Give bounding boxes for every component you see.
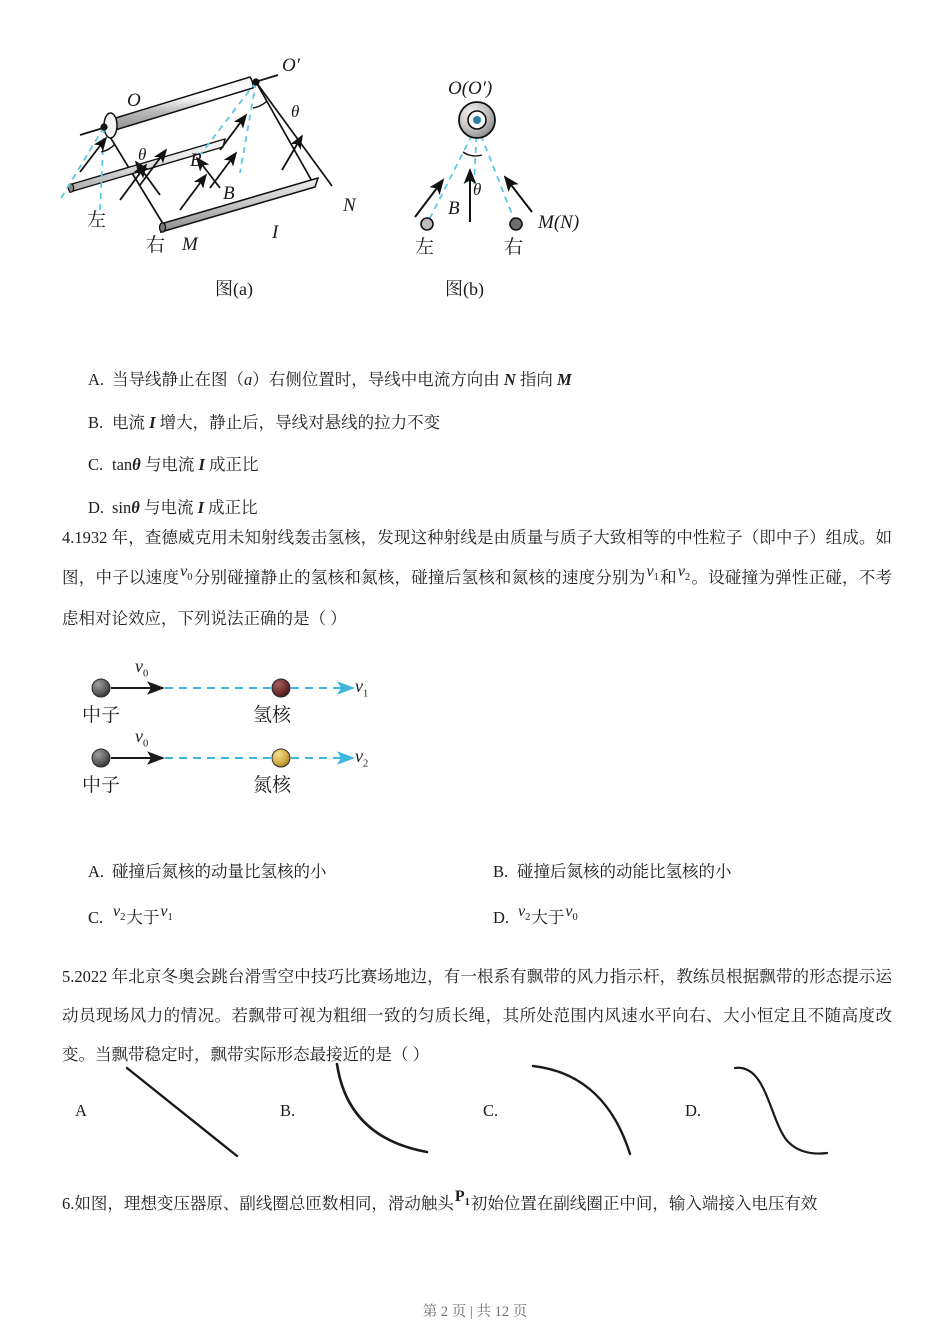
option-c-var-I: I	[198, 455, 205, 475]
nitrogen-nucleus-ball	[272, 749, 290, 767]
neutron-ball-row2	[92, 749, 110, 767]
q4-option-d-var2: $v_0$	[565, 903, 578, 924]
question4-option-c[interactable]	[88, 904, 493, 930]
figure-label-v0-row2: $v_0$	[135, 726, 149, 750]
q4-option-b-text: 碰撞后氮核的动能比氢核的小	[517, 862, 732, 881]
angle-arc-right	[253, 101, 267, 108]
label-theta-left: θ	[138, 145, 147, 164]
pivot-end-on	[459, 102, 495, 138]
question4-option-a[interactable]	[88, 858, 493, 882]
question5-options-list	[75, 1056, 905, 1181]
caption-figure-b: 图(b)	[445, 279, 484, 299]
rail-rod-right	[265, 80, 335, 187]
pivot-point-O-prime	[252, 78, 259, 85]
question5-number: 5.	[62, 967, 75, 986]
question6-text-part2: 初始位置在副线圈正中间，输入端接入电压有效	[470, 1194, 818, 1213]
question5-text: 2022 年北京冬奥会跳台滑雪空中技巧比赛场地边，有一根系有飘带的风力指示杆，教练员根据飘带的形态提示运动员现场风力的情况。若飘带可视为粗细一致的匀质长绳，其所处范围内风速水平向右、大小恒定且不随高度改变。当飘带稳定时，飘带实际形态最接近的是（ ）	[62, 967, 892, 1064]
question3-option-b[interactable]	[88, 410, 888, 436]
figure-label-v1: $v_1$	[355, 676, 369, 700]
question4-symbol-v2: $v_2$	[677, 563, 691, 584]
option-d-var-theta: θ	[131, 497, 140, 517]
page-number-text: 第 2 页 | 共 12 页	[422, 1304, 528, 1320]
option-letter-d: D.	[88, 497, 105, 517]
figure-label-neutron-row1: 中子	[82, 705, 121, 726]
label-right-position-b: 右	[504, 237, 524, 258]
figure-label-neutron-row2: 中子	[82, 775, 121, 796]
label-theta-right: θ	[291, 102, 300, 121]
figure-a-diagram	[60, 40, 460, 290]
question4-option-d[interactable]	[493, 904, 898, 930]
question5-option-d[interactable]	[685, 1056, 885, 1176]
question6-stem	[62, 1188, 892, 1221]
question4-symbol-v0: $v_0$	[180, 563, 193, 584]
option-a-var-N: N	[503, 370, 516, 389]
question4-symbol-v1: $v_1$	[646, 563, 659, 584]
question4-text-and: 和	[659, 568, 677, 588]
rod-to-N	[256, 82, 332, 186]
option-letter-c: C.	[88, 455, 104, 475]
option-b-text-pre: 电流	[112, 412, 150, 432]
curve-shape-concave-decreasing	[302, 1056, 482, 1176]
curve-shape-s-curve	[707, 1056, 887, 1176]
caption-figure-a: 图(a)	[215, 279, 253, 299]
q4-option-letter-c: C.	[88, 908, 104, 927]
label-B-upper: B	[190, 150, 202, 171]
figure-label-v0-row1: $v_0$	[135, 656, 149, 680]
question5-option-b[interactable]	[280, 1056, 480, 1176]
question5-option-a[interactable]	[75, 1056, 275, 1176]
option-c-text-pre: tan	[112, 455, 133, 475]
question4-text-part2: 分别碰撞静止的氢核和氮核，碰撞后氢核和氮核的速度分别为	[193, 568, 646, 588]
q4-option-letter-d: D.	[493, 908, 510, 927]
label-MN-b: M(N)	[538, 212, 580, 233]
q4-option-letter-b: B.	[493, 862, 509, 881]
figure-label-hydrogen: 氢核	[253, 705, 292, 726]
field-arrow-1	[80, 138, 106, 172]
question6-symbol-P1: $P_1$	[454, 1188, 470, 1209]
label-M: M	[182, 234, 198, 255]
q5-option-letter-a: A	[75, 1101, 87, 1120]
question3-options-list	[88, 367, 888, 537]
field-arrow-4	[180, 175, 206, 210]
label-O-prime: O′	[282, 55, 300, 76]
question4-number: 4.	[62, 528, 75, 547]
option-d-var-I: I	[197, 497, 205, 517]
figure-b-diagram	[410, 62, 640, 292]
q5-option-letter-c: C.	[483, 1101, 499, 1120]
option-b-text-mid: 增大，静止后，导线对悬线的拉力不变	[155, 412, 441, 432]
dashed-string-right	[477, 125, 515, 222]
vertical-reference-right	[240, 82, 256, 173]
q4-option-c-text: 大于	[126, 908, 160, 927]
option-d-text-mid: 与电流	[139, 497, 198, 517]
question6-number: 6.	[62, 1194, 75, 1213]
label-left-position-a: 左	[87, 210, 107, 231]
wire-position-right	[510, 218, 522, 230]
rail-end-N	[256, 202, 345, 236]
option-a-text-pre: 当导线静止在图（	[112, 370, 244, 389]
question4-text-part1: 1932 年，查德威克用未知射线轰击氢核，发现这种射线是由质量与质子大致相等的中性粒子（即中子）组成。如图，中子以速度	[62, 528, 892, 588]
q5-option-letter-d: D.	[685, 1101, 702, 1120]
question3-option-d[interactable]	[88, 495, 888, 521]
option-c-var-theta: θ	[132, 455, 141, 475]
wire-position-left	[421, 218, 433, 230]
neutron-ball-row1	[92, 679, 110, 697]
option-b-var-I: I	[149, 412, 156, 432]
question5-option-c[interactable]	[483, 1056, 683, 1176]
q4-option-a-text: 碰撞后氮核的动量比氢核的小	[112, 862, 327, 881]
curve-shape-straight-line	[97, 1056, 277, 1176]
q4-option-c-var1: $v_2$	[113, 903, 126, 924]
label-B-lower: B	[223, 183, 235, 204]
option-c-text-mid2: 成正比	[204, 455, 259, 475]
angle-arc-left	[101, 144, 115, 152]
pivot-point-O	[100, 123, 107, 130]
question3-option-c[interactable]	[88, 452, 888, 478]
figure-label-v2: $v_2$	[355, 746, 369, 770]
label-O-OO-prime: O(O′)	[448, 78, 493, 99]
angle-arc-b	[463, 152, 482, 156]
label-right-position-a: 右	[146, 235, 166, 256]
hydrogen-nucleus-ball	[272, 679, 290, 697]
field-arrow-B-right	[505, 177, 532, 212]
page-footer	[0, 1300, 950, 1321]
field-arrow-6	[220, 115, 246, 150]
question4-text-part3: 。设碰撞为弹性正碰，不考虑相对论效应，下列说法正确的是（ ）	[62, 568, 893, 628]
question4-options-list	[88, 858, 898, 952]
question6-text-part1: 如图，理想变压器原、副线圈总匝数相同，滑动触头	[74, 1194, 454, 1213]
option-a-var-M: M	[557, 370, 572, 389]
option-a-var-a: a	[244, 370, 253, 389]
question3-figure-group	[60, 40, 740, 315]
label-N: N	[343, 195, 356, 216]
question3-option-a[interactable]	[88, 367, 888, 393]
label-I: I	[272, 222, 279, 243]
question4-collision-figure	[82, 656, 415, 802]
question4-stem	[62, 518, 892, 639]
option-c-text-mid: 与电流	[140, 455, 199, 475]
label-theta-b: θ	[473, 180, 482, 199]
option-a-text-mid2: 指向	[515, 370, 558, 389]
option-a-text-mid: ）右侧位置时，导线中电流方向由	[252, 370, 504, 389]
q4-option-c-var2: $v_1$	[160, 903, 173, 924]
figure-label-nitrogen: 氮核	[253, 775, 292, 796]
curve-shape-convex-decreasing	[505, 1056, 685, 1176]
q5-option-letter-b: B.	[280, 1101, 296, 1120]
option-d-text-mid2: 成正比	[204, 497, 258, 517]
option-letter-b: B.	[88, 412, 104, 432]
suspension-thread-right	[256, 82, 313, 183]
option-letter-a: A.	[88, 370, 105, 389]
q4-option-d-var1: $v_2$	[518, 903, 531, 924]
q4-option-d-text: 大于	[531, 908, 565, 927]
label-B-b: B	[448, 198, 460, 219]
label-O: O	[127, 90, 141, 111]
vertical-reference-left	[100, 127, 104, 212]
q4-option-letter-a: A.	[88, 862, 105, 881]
label-left-position-b: 左	[415, 237, 435, 258]
field-arrow-B-left	[415, 180, 443, 217]
option-d-text-pre: sin	[112, 497, 132, 517]
question4-option-b[interactable]	[493, 858, 898, 882]
